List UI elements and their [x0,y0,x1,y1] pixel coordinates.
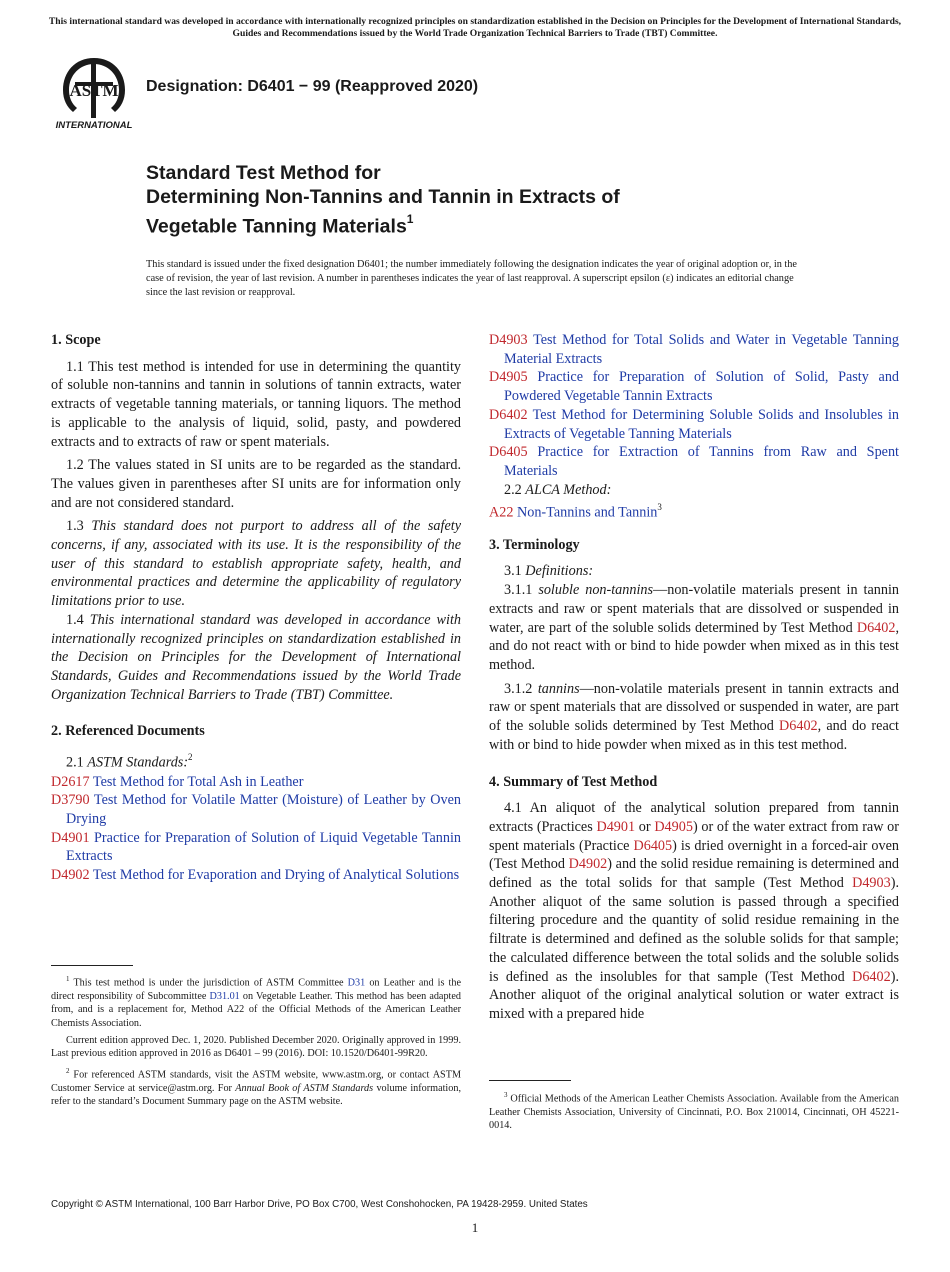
reference-link-d2617[interactable]: D2617 Test Method for Total Ash in Leather [51,773,304,790]
reference-link-d6402[interactable]: D6402 Test Method for Determining Soluble Solids and Insolubles in Extracts of Vegetable Tanning Materials [489,406,899,442]
page-number: 1 [471,1220,479,1235]
alca-method-label: 2.2 ALCA Method: [504,481,612,498]
definition-tannins: 3.1.2 tannins—non-volatile materials present in tannin extracts and raw or spent materials that are dissolved or suspended in water, are part of the soluble solids determined by Test Method D6402, and do react with or bind to hide powder when mixed as in this test method. [489,680,899,753]
footnote-rule-left [51,965,133,966]
footnotes-left [51,973,461,1112]
section-heading-scope: 1. Scope [51,332,101,348]
reference-link-a22[interactable]: A22 Non-Tannins and Tannin$^3$ [489,502,662,522]
paragraph-4-1: 4.1 An aliquot of the analytical solution prepared from tannin extracts (Practices D4901 or D4905) or of the water extract from raw or spent materials (Practice D6405) is dried overnight in a forced-air oven (Test Method D4902) and the solid residue remaining is determined and defined as the total solids for that sample (Test Method D4903). Another aliquot of the same solution is passed through a specified filtering procedure and the quantity of solid residue remaining in the filtrate is determined and defined as the soluble solids for that sample; the calculated difference between the total solids and the soluble solids is defined as the insolubles for that sample (Test Method D6402). Another aliquot of the original analytical solution or water extract is mixed with a prepared hide [489,800,900,1022]
right-column [489,331,899,1029]
reference-link-d4902[interactable]: D4902 Test Method for Evaporation and Drying of Analytical Solutions [51,867,460,884]
reference-link-d6405[interactable]: D6405 Practice for Extraction of Tannins from Raw and Spent Materials [489,444,899,479]
document-title [146,161,846,239]
paragraph-1-2: 1.2 The values stated in SI units are to be regarded as the standard. The values given in parentheses after SI units are for information only and are not considered standard. [51,457,461,511]
footnotes-right [489,1089,899,1137]
footnote-1: $^1$ This test method is under the jurisdiction of ASTM Committee D31 on Leather and is the direct responsibility of Subcommittee D31.01 on Vegetable Leather. This method has been adapted from, and is a replacement for, Method A22 of the Official Methods of the American Leather Chemists Association. [51,975,461,1029]
title-line-1: Standard Test Method for [146,162,381,184]
title-line-2: Determining Non-Tannins and Tannin in Extracts of [146,186,620,208]
section-heading-referenced-documents: 2. Referenced Documents [51,723,205,740]
left-column [51,331,461,885]
inline-link-d6402[interactable]: D6402 [856,619,896,636]
paragraph-1-1: 1.1 This test method is intended for use in determining the quantity of soluble non-tannins and tannin in solutions of tannin extracts, water extracts of vegetable tanning materials, or tanning liquors. The method is applicable to the analysis of liquid, solid, pasty, and powdered extracts and to extracts of raw or spent materials. [51,358,461,450]
definitions-label: 3.1 Definitions: [504,563,594,580]
tbt-notice: This international standard was developed in accordance with internationally recognized principles on standardization established in the Decision on Principles for the Development of International Standards, Guides and Recommendations issued by the World Trade Organization Technical Barriers to Trade (TBT) Committee. [48,16,902,39]
title-line-3: Vegetable Tanning Materials$^1$ [146,212,414,238]
astm-standards-label: 2.1 ASTM Standards:$^2$ [66,752,193,771]
logo-letters: ASTM [69,81,119,100]
reference-link-d4905[interactable]: D4905 Practice for Preparation of Solution of Solid, Pasty and Powdered Vegetable Tannin Extracts [489,369,900,405]
copyright-line: Copyright © ASTM International, 100 Barr Harbor Drive, PO Box C700, West Conshohocken, PA 19428-2959. United States [51,1199,588,1210]
footnote-2: $^2$ For referenced ASTM standards, visit the ASTM website, www.astm.org, or contact ASTM Customer Service at service@astm.org. For Annual Book of ASTM Standards volume information, refer to the standard’s Document Summary page on the ASTM website. [51,1066,461,1108]
inline-link-d6402[interactable]: D6402 [779,718,818,735]
inline-link-d4901[interactable]: D4901 [596,818,636,835]
reference-link-d3790[interactable]: D3790 Test Method for Volatile Matter (Moisture) of Leather by Oven Drying [51,792,461,827]
footnote-3: $^3$ Official Methods of the American Leather Chemists Association. Available from the American Leather Chemists Association, University of Cincinnati, P.O. Box 210014, Cincinnati, OH 45221-0014. [489,1091,899,1132]
logo-word: INTERNATIONAL [55,120,133,131]
footnote-rule-right [489,1080,571,1081]
paragraph-1-3: 1.3 This standard does not purport to address all of the safety concerns, if any, associated with its use. It is the responsibility of the user of this standard to establish appropriate safety, health, and environmental practices and determine the applicability of regulatory limitations prior to use. [51,518,461,610]
inline-link-d4902[interactable]: D4902 [568,856,608,873]
inline-link-d6402[interactable]: D6402 [852,968,891,985]
title-footnote-mark: 1 [406,212,414,226]
inline-link-d4905[interactable]: D4905 [654,818,693,835]
inline-link-d4903[interactable]: D4903 [852,875,891,892]
section-heading-summary: 4. Summary of Test Method [489,773,658,790]
reference-link-d4903[interactable]: D4903 Test Method for Total Solids and Water in Vegetable Tanning Material Extracts [489,332,899,367]
inline-link-d6405[interactable]: D6405 [633,837,673,854]
footnote-1-edition: Current edition approved Dec. 1, 2020. Published December 2020. Originally approved in 1999. Last previous edition approved in 2016 as D6401 – 99 (2016). DOI: 10.1520/D6401-99R20. [51,1035,461,1060]
issuance-statement: This standard is issued under the fixed designation D6401; the number immediately following the designation indicates the year of original adoption or, in the case of revision, the year of last revision. A number in parentheses indicates the year of last reapproval. A superscript epsilon (ε) indicates an editorial change since the last revision or reapproval. [146,259,798,298]
designation: Designation: D6401 − 99 (Reapproved 2020) [146,78,479,95]
definition-soluble-non-tannins: 3.1.1 soluble non-tannins—non-volatile materials present in tannin extracts and raw or spent materials that are dissolved or suspended in water, are part of the soluble solids determined by Test Method D6402, and do not react with or bind to hide powder when mixed as in this test method. [489,582,899,673]
paragraph-1-4: 1.4 This international standard was developed in accordance with internationally recognized principles on standardization established in the Decision on Principles for the Development of International Standards, Guides and Recommendations issued by the World Trade Organization Technical Barriers to Trade (TBT) Committee. [51,611,461,703]
section-heading-terminology: 3. Terminology [489,536,580,553]
footnote-link-d31-01[interactable]: D31.01 [209,990,240,1002]
reference-link-d4901[interactable]: D4901 Practice for Preparation of Solution of Liquid Vegetable Tannin Extracts [51,829,462,865]
footnote-link-d31[interactable]: D31 [347,977,366,989]
astm-logo [53,56,135,132]
